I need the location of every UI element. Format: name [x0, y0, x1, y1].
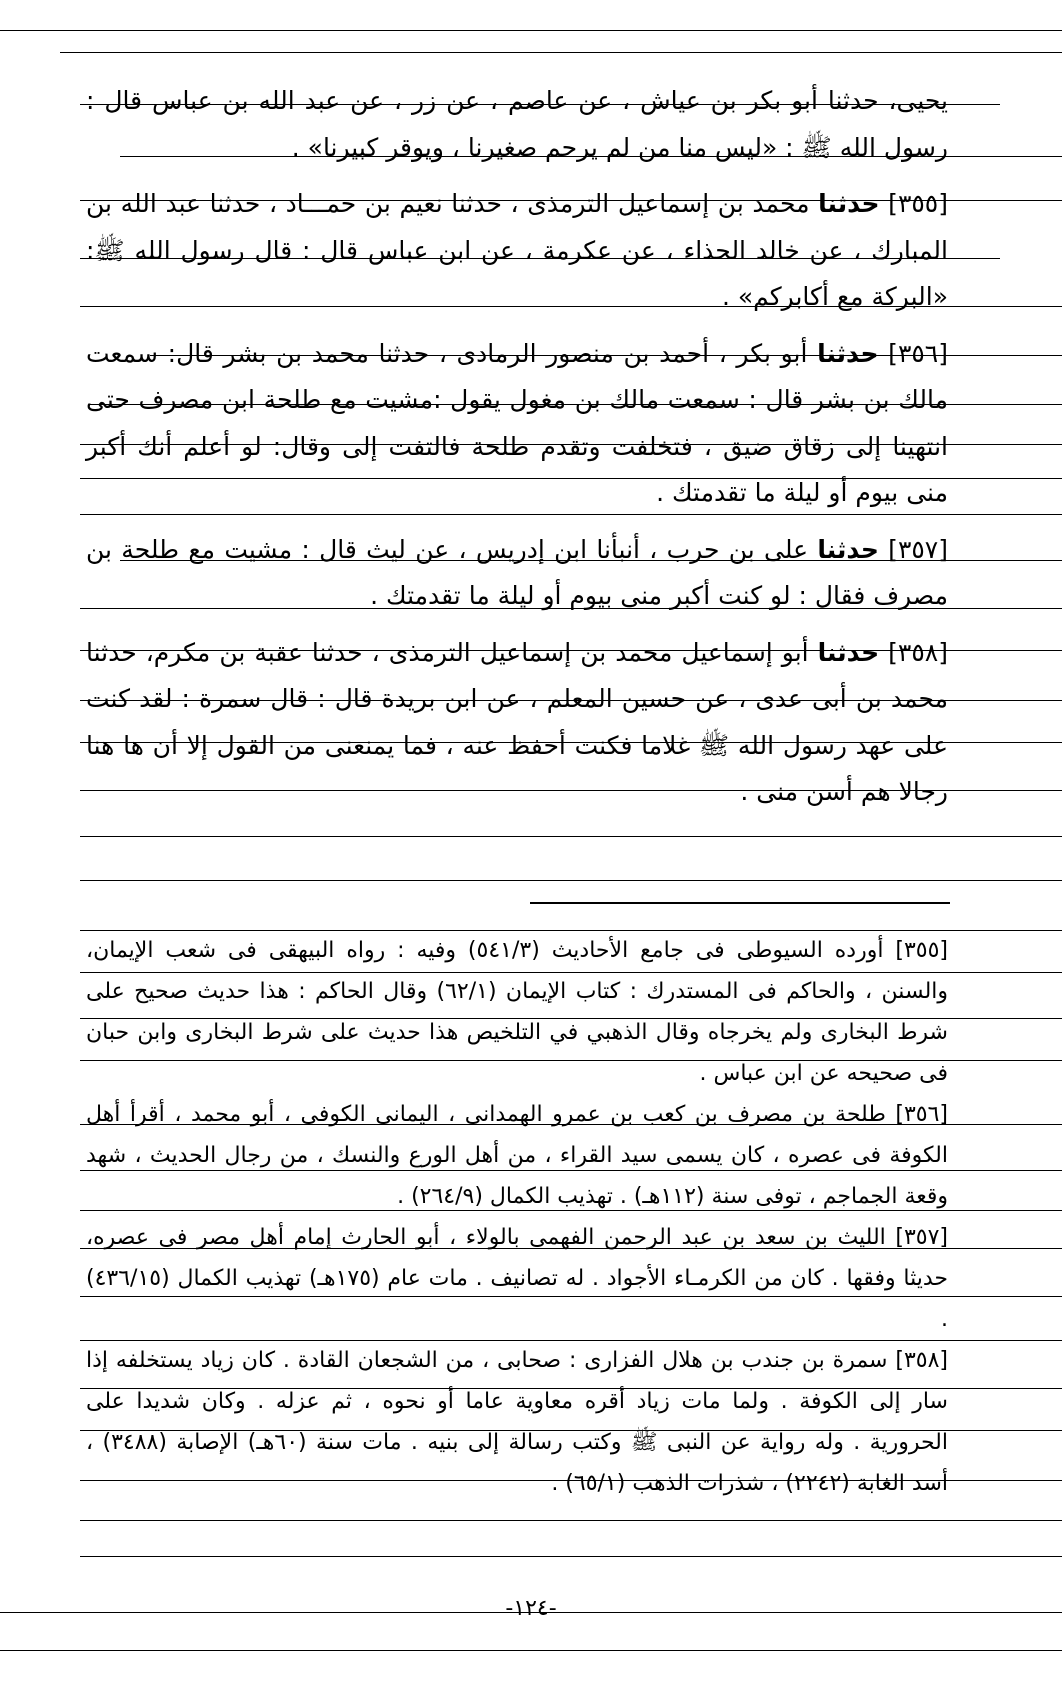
scan-line: [80, 1556, 1062, 1557]
hadith-number: [٣٥٦]: [888, 338, 948, 368]
paragraph-text: أبو بكر ، أحمد بن منصور الرمادى ، حدثنا محمد بن بشر قال: سمعت مالك بن بشر قال : سمعت مالك بن مغول يقول :مشيت مع طلحة ابن مصرف حتى انتهينا إلى زقاق ضيق ، فتخلفت وتقدم طلحة فالتفت إلى وقال: لو أعلم أنك أكبر منى بيوم أو ليلة ما تقدمتك .: [86, 338, 948, 507]
footnote-separator: [530, 902, 950, 904]
paragraph-text: على بن حرب ، أنبأنا ابن إدريس ، عن ليث قال : مشيت مع طلحة بن مصرف فقال : لو كنت أكبر منى بيوم أو ليلة ما تقدمتك .: [86, 534, 948, 610]
hadith-number: [٣٥٨]: [888, 637, 948, 667]
paragraph-355: [86, 181, 948, 321]
paragraph-text: أبو إسماعيل محمد بن إسماعيل الترمذى ، حدثنا عقبة بن مكرم، حدثنا محمد بن أبى عدى ، عن حسين المعلم ، عن ابن بريدة قال : قال سمرة : لقد كنت على عهد رسول الله ﷺ غلاما فكنت أحفظ عنه ، فما يمنعنى من القول إلا أن ها هنا رجالا هم أسن منى .: [86, 637, 948, 806]
scan-line: [80, 880, 1062, 881]
paragraph-358: [86, 630, 948, 816]
footnote-357: [٣٥٧] الليث بن سعد بن عبد الرحمن الفهمى بالولاء ، أبو الحارث إمام أهل مصر فى عصره، حديثا وفقها . كان من الكرمـاء الأجواد . له تصانيف . مات عام (١٧٥هـ) تهذيب الكمال (٤٣٦/١٥) .: [86, 1225, 948, 1332]
scan-line: [0, 1650, 1062, 1651]
hadith-number: [٣٥٥]: [888, 189, 948, 218]
scan-line: [80, 836, 1062, 837]
footnote-356: [٣٥٦] طلحة بن مصرف بن كعب بن عمرو الهمدانى ، اليمانى الكوفى ، أبو محمد ، أقرأ أهل الكوفة فى عصره ، كان يسمى سيد القراء ، من أهل الورع والنسك ، من رجال الحديث ، شهد وقعة الجماجم ، توفى سنة (١١٢هـ) . تهذيب الكمال (٢٦٤/٩) .: [86, 1102, 948, 1209]
paragraph-357: [86, 527, 948, 620]
footnotes: [86, 930, 948, 1504]
scan-line: [0, 30, 1062, 31]
hadith-lead-word: حدثنا: [817, 637, 880, 667]
hadith-lead-word: حدثنا: [817, 338, 879, 368]
scan-line: [60, 52, 1062, 53]
main-text: [86, 78, 948, 816]
paragraph-354-end: [86, 78, 948, 171]
hadith-lead-word: حدثنا: [817, 534, 879, 564]
page-number: -١٢٤-: [505, 1596, 557, 1621]
paragraph-356: [86, 331, 948, 517]
paragraph-text: يحيى، حدثنا أبو بكر بن عياش ، عن عاصم ، عن زر ، عن عبد الله بن عباس قال : رسول الله ﷺ : «ليس منا من لم يرحم صغيرنا ، ويوقر كبيرنا» .: [86, 86, 948, 162]
footnote-358: [٣٥٨] سمرة بن جندب بن هلال الفزارى : صحابى ، من الشجعان القادة . كان زياد يستخلفه إذا سار إلى الكوفة . ولما مات زياد أقره معاوية عاما أو نحوه ، ثم عزله . وكان شديدا على الحرورية . وله رواية عن النبى ﷺ وكتب رسالة إلى بنيه . مات سنة (٦٠هـ) الإصابة (٣٤٨٨) ، أسد الغابة (٢٢٤٢) ، شذرات الذهب (٦٥/١) .: [86, 1348, 948, 1496]
scan-line: [80, 1520, 1062, 1521]
hadith-number: [٣٥٧]: [888, 534, 948, 564]
paragraph-text: محمد بن إسماعيل الترمذى ، حدثنا نعيم بن حمـــاد ، حدثنا عبد الله بن المبارك ، عن خالد الحذاء ، عن عكرمة ، عن ابن عباس قال : قال رسول الله ﷺ: «البركة مع أكابركم» .: [86, 189, 948, 311]
hadith-lead-word: حدثنا: [818, 189, 880, 218]
footnote-355: [٣٥٥] أورده السيوطى فى جامع الأحاديث (٥٤١/٣) وفيه : رواه البيهقى فى شعب الإيمان، والسنن ، والحاكم فى المستدرك : كتاب الإيمان (٦٢/١) وقال الحاكم : هذا حديث صحيح على شرط البخارى ولم يخرجاه وقال الذهبي في التلخيص هذا حديث على شرط البخارى وابن حبان فى صحيحه عن ابن عباس .: [86, 938, 949, 1086]
